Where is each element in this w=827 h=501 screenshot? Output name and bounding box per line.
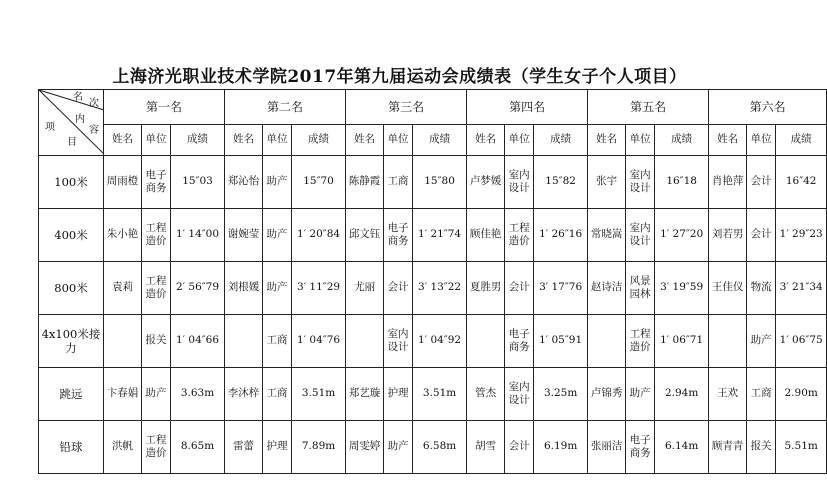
athlete-name-cell: 郑艺璇	[346, 368, 384, 421]
unit-header: 单位	[747, 125, 776, 156]
unit-cell	[142, 262, 171, 315]
athlete-name-cell: 邱文钰	[346, 209, 384, 262]
unit-text: 电子商务	[387, 222, 409, 247]
unit-text: 助产	[629, 387, 651, 400]
unit-cell	[505, 209, 534, 262]
unit-cell	[505, 156, 534, 209]
corner-label-content-2: 容	[89, 125, 99, 136]
score-cell: 16″18	[655, 156, 709, 209]
athlete-name-cell	[588, 315, 626, 368]
score-cell: 6.19m	[534, 421, 588, 474]
athlete-name-cell: 王欢	[709, 368, 747, 421]
score-cell: 3′ 21″34	[776, 262, 827, 315]
score-cell: 5.51m	[776, 421, 827, 474]
unit-text: 电子商务	[145, 169, 167, 194]
score-cell: 8.65m	[171, 421, 225, 474]
score-header: 成绩	[171, 125, 225, 156]
unit-cell	[626, 315, 655, 368]
table-row	[39, 262, 827, 315]
unit-text: 会计	[387, 281, 409, 294]
athlete-name-cell: 赵诗洁	[588, 262, 626, 315]
unit-text: 护理	[266, 440, 288, 453]
score-cell: 1′ 04″66	[171, 315, 225, 368]
unit-text: 助产	[266, 281, 288, 294]
name-header: 姓名	[104, 125, 142, 156]
unit-text: 工程造价	[145, 222, 167, 247]
corner-label-event-1: 项	[45, 122, 55, 133]
score-cell: 1′ 29″23	[776, 209, 827, 262]
score-cell: 2.90m	[776, 368, 827, 421]
score-cell: 1′ 04″92	[413, 315, 467, 368]
unit-cell	[263, 421, 292, 474]
unit-text: 助产	[266, 228, 288, 241]
score-cell: 15″70	[292, 156, 346, 209]
corner-label-event-2: 目	[67, 137, 77, 148]
unit-text: 工程造价	[145, 434, 167, 459]
unit-cell	[747, 421, 776, 474]
unit-text: 工程造价	[508, 222, 530, 247]
score-header: 成绩	[413, 125, 467, 156]
unit-header: 单位	[263, 125, 292, 156]
athlete-name-cell: 夏胜男	[467, 262, 505, 315]
unit-text: 助产	[266, 175, 288, 188]
unit-text: 工程造价	[629, 328, 651, 353]
unit-text: 室内设计	[508, 381, 530, 406]
event-name-cell: 100米	[39, 156, 104, 209]
unit-cell	[142, 421, 171, 474]
name-header: 姓名	[709, 125, 747, 156]
unit-cell	[505, 262, 534, 315]
score-cell: 3.51m	[413, 368, 467, 421]
score-cell: 7.89m	[292, 421, 346, 474]
unit-cell	[747, 315, 776, 368]
unit-cell	[747, 368, 776, 421]
corner-label-rank-1: 名	[73, 92, 83, 103]
score-cell: 1′ 26″16	[534, 209, 588, 262]
unit-cell	[263, 156, 292, 209]
athlete-name-cell: 谢婉莹	[225, 209, 263, 262]
unit-cell	[384, 262, 413, 315]
athlete-name-cell: 张丽洁	[588, 421, 626, 474]
score-cell: 16″42	[776, 156, 827, 209]
name-header: 姓名	[588, 125, 626, 156]
athlete-name-cell: 陈静霞	[346, 156, 384, 209]
table-row	[39, 421, 827, 474]
unit-cell	[384, 421, 413, 474]
unit-text: 物流	[750, 281, 772, 294]
unit-text: 工程造价	[145, 275, 167, 300]
unit-cell	[142, 156, 171, 209]
corner-label-content-1: 内	[75, 114, 85, 125]
unit-text: 助产	[387, 440, 409, 453]
score-cell: 3′ 13″22	[413, 262, 467, 315]
unit-text: 电子商务	[508, 328, 530, 353]
score-cell: 1′ 06″71	[655, 315, 709, 368]
unit-text: 工商	[266, 334, 288, 347]
athlete-name-cell: 朱小艳	[104, 209, 142, 262]
unit-cell	[384, 209, 413, 262]
unit-text: 室内设计	[629, 222, 651, 247]
athlete-name-cell	[709, 315, 747, 368]
athlete-name-cell: 顾佳艳	[467, 209, 505, 262]
athlete-name-cell: 卢梦媛	[467, 156, 505, 209]
place-header-3: 第三名	[346, 90, 467, 125]
unit-cell	[626, 156, 655, 209]
athlete-name-cell: 常晓嵩	[588, 209, 626, 262]
table-row	[39, 209, 827, 262]
unit-header: 单位	[142, 125, 171, 156]
unit-header: 单位	[384, 125, 413, 156]
unit-text: 室内设计	[508, 169, 530, 194]
score-cell: 1′ 27″20	[655, 209, 709, 262]
unit-text: 会计	[508, 281, 530, 294]
athlete-name-cell: 张宇	[588, 156, 626, 209]
table-row	[39, 156, 827, 209]
athlete-name-cell: 雷蕾	[225, 421, 263, 474]
unit-cell	[384, 315, 413, 368]
score-cell: 15″82	[534, 156, 588, 209]
place-header-2: 第二名	[225, 90, 346, 125]
header-row-places	[39, 90, 827, 125]
athlete-name-cell	[104, 315, 142, 368]
unit-cell	[263, 262, 292, 315]
unit-text: 室内设计	[629, 169, 651, 194]
athlete-name-cell: 尤丽	[346, 262, 384, 315]
unit-cell	[263, 315, 292, 368]
table-row	[39, 368, 827, 421]
athlete-name-cell: 袁莉	[104, 262, 142, 315]
corner-header-cell	[39, 90, 104, 156]
athlete-name-cell: 刘根媛	[225, 262, 263, 315]
unit-cell	[747, 156, 776, 209]
page-title: 上海济光职业技术学院2017年第九届运动会成绩表（学生女子个人项目）	[112, 67, 687, 87]
corner-label-rank-2: 次	[89, 98, 99, 109]
unit-cell	[384, 368, 413, 421]
athlete-name-cell: 郑沁怡	[225, 156, 263, 209]
unit-text: 助产	[750, 334, 772, 347]
athlete-name-cell	[225, 315, 263, 368]
athlete-name-cell: 肖艳萍	[709, 156, 747, 209]
athlete-name-cell: 刘若男	[709, 209, 747, 262]
event-name-cell: 铅球	[39, 421, 104, 474]
athlete-name-cell: 卢锦秀	[588, 368, 626, 421]
score-cell: 3.63m	[171, 368, 225, 421]
event-name-cell: 800米	[39, 262, 104, 315]
unit-text: 电子商务	[629, 434, 651, 459]
score-cell: 2′ 56″79	[171, 262, 225, 315]
place-header-5: 第五名	[588, 90, 709, 125]
athlete-name-cell: 卞春娟	[104, 368, 142, 421]
event-name-cell: 4x100米接力	[39, 315, 104, 368]
name-header: 姓名	[467, 125, 505, 156]
unit-cell	[747, 209, 776, 262]
score-cell: 3′ 19″59	[655, 262, 709, 315]
score-cell: 3.25m	[534, 368, 588, 421]
place-header-6: 第六名	[709, 90, 827, 125]
athlete-name-cell: 周雨橙	[104, 156, 142, 209]
name-header: 姓名	[346, 125, 384, 156]
score-cell: 15″03	[171, 156, 225, 209]
athlete-name-cell: 周雯婷	[346, 421, 384, 474]
unit-cell	[263, 209, 292, 262]
athlete-name-cell	[346, 315, 384, 368]
unit-header: 单位	[626, 125, 655, 156]
unit-text: 室内设计	[387, 328, 409, 353]
athlete-name-cell: 李沐梓	[225, 368, 263, 421]
score-cell: 15″80	[413, 156, 467, 209]
unit-text: 会计	[750, 228, 772, 241]
unit-text: 报关	[750, 440, 772, 453]
unit-text: 护理	[387, 387, 409, 400]
score-cell: 1′ 04″76	[292, 315, 346, 368]
score-cell: 1′ 06″75	[776, 315, 827, 368]
place-header-4: 第四名	[467, 90, 588, 125]
unit-cell	[384, 156, 413, 209]
athlete-name-cell	[467, 315, 505, 368]
score-cell: 2.94m	[655, 368, 709, 421]
score-cell: 1′ 05″91	[534, 315, 588, 368]
athlete-name-cell: 顾青青	[709, 421, 747, 474]
place-header-1: 第一名	[104, 90, 225, 125]
unit-text: 会计	[508, 440, 530, 453]
unit-cell	[626, 262, 655, 315]
athlete-name-cell: 洪帆	[104, 421, 142, 474]
results-table	[38, 89, 827, 474]
event-name-cell: 跳远	[39, 368, 104, 421]
unit-text: 工商	[266, 387, 288, 400]
unit-cell	[626, 421, 655, 474]
athlete-name-cell: 王佳仪	[709, 262, 747, 315]
unit-cell	[505, 368, 534, 421]
table-body	[39, 90, 827, 474]
unit-text: 工商	[750, 387, 772, 400]
name-header: 姓名	[225, 125, 263, 156]
unit-cell	[142, 315, 171, 368]
unit-cell	[505, 421, 534, 474]
unit-cell	[505, 315, 534, 368]
score-cell: 3.51m	[292, 368, 346, 421]
event-name-cell: 400米	[39, 209, 104, 262]
score-header: 成绩	[534, 125, 588, 156]
score-header: 成绩	[776, 125, 827, 156]
unit-cell	[626, 368, 655, 421]
score-cell: 1′ 20″84	[292, 209, 346, 262]
athlete-name-cell: 胡雪	[467, 421, 505, 474]
score-cell: 3′ 17″76	[534, 262, 588, 315]
score-header: 成绩	[655, 125, 709, 156]
unit-cell	[626, 209, 655, 262]
unit-text: 风景园林	[629, 275, 651, 300]
score-cell: 1′ 14″00	[171, 209, 225, 262]
unit-cell	[747, 262, 776, 315]
unit-cell	[263, 368, 292, 421]
unit-cell	[142, 368, 171, 421]
athlete-name-cell: 管杰	[467, 368, 505, 421]
score-cell: 6.14m	[655, 421, 709, 474]
score-cell: 6.58m	[413, 421, 467, 474]
score-header: 成绩	[292, 125, 346, 156]
table-row	[39, 315, 827, 368]
score-cell: 3′ 11″29	[292, 262, 346, 315]
unit-header: 单位	[505, 125, 534, 156]
score-cell: 1′ 21″74	[413, 209, 467, 262]
unit-cell	[142, 209, 171, 262]
unit-text: 会计	[750, 175, 772, 188]
unit-text: 助产	[145, 387, 167, 400]
header-row-fields	[39, 125, 827, 156]
unit-text: 工商	[387, 175, 409, 188]
unit-text: 报关	[145, 334, 167, 347]
